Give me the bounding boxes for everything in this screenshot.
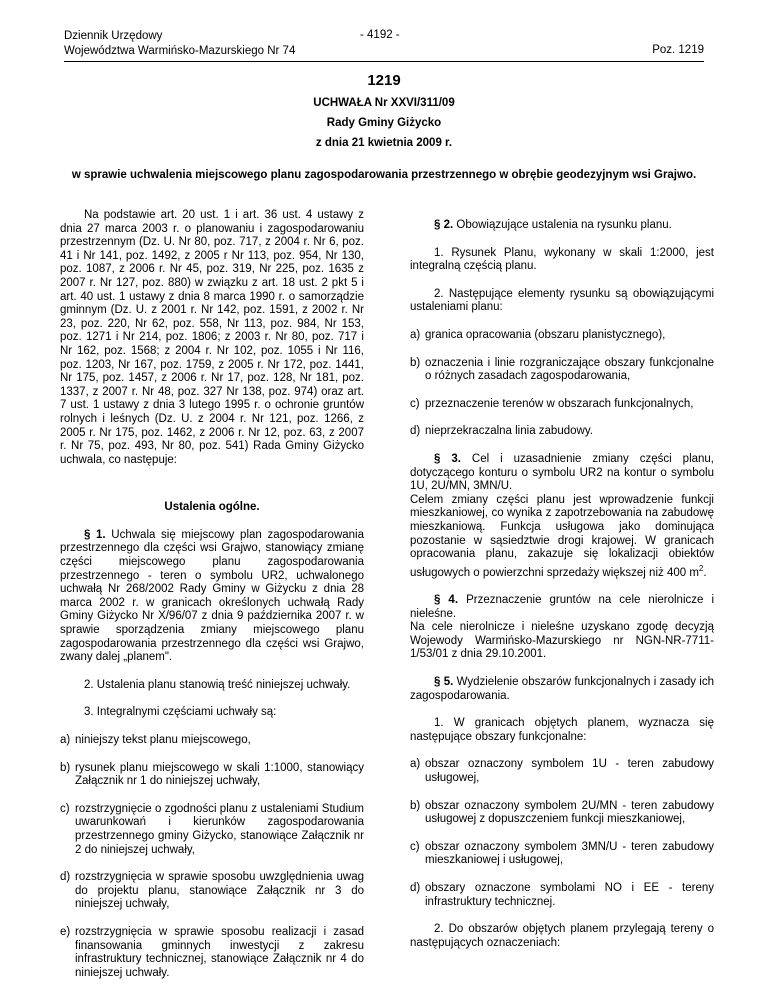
act-date: z dnia 21 kwietnia 2009 r. — [315, 137, 453, 149]
list-text: rozstrzygnięcie o zgodności planu z ustaleniami Studium uwarunkowań i kierunków zagospodarowania przestrzennego gminy Giżycko, stanowiące Załącznik nr 2 do niniejszej uchwały, — [75, 802, 364, 856]
act-body: Rady Gminy Giżycko — [326, 117, 442, 129]
list-text: rysunek planu miejscowego w skali 1:1000, stanowiący Załącznik nr 1 do niniejszej uchwały, — [75, 761, 364, 788]
list-text: obszar oznaczony symbolem 2U/MN - teren zabudowy usługowej z dopuszczeniem funkcji mieszkaniowej, — [425, 799, 714, 826]
header-divider — [64, 61, 704, 62]
list-item — [410, 758, 714, 785]
list-item — [410, 329, 714, 343]
list-letter: c) — [410, 397, 420, 410]
list-item — [60, 762, 364, 789]
journal-name: Dziennik Urzędowy — [64, 30, 163, 42]
list-letter: b) — [60, 761, 71, 774]
s4-text: Przeznaczenie gruntów na cele nierolnicze i nieleśne. — [410, 594, 714, 620]
journal-voivodeship: Województwa Warmińsko-Mazurskiego Nr 74 — [64, 45, 296, 57]
paragraph-s2-1: 1. Rysunek Planu, wykonany w skali 1:2000, jest integralną częścią planu. — [410, 246, 714, 273]
act-title: UCHWAŁA Nr XXVI/311/09 — [313, 97, 455, 109]
list-letter: a) — [60, 734, 71, 746]
list-item — [410, 425, 714, 439]
list-text: granica opracowania (obszaru planistycznego), — [425, 328, 666, 341]
list-letter: a) — [410, 758, 421, 771]
paragraph-s5-1: 1. W granicach objętych planem, wyznacza się następujące obszary funkcjonalne: — [410, 717, 714, 743]
section-heading: Ustalenia ogólne. — [164, 501, 260, 514]
s3-superscript: 2 — [698, 563, 704, 573]
list-item — [60, 734, 364, 748]
paragraph-s5-2: 2. Do obszarów objętych planem przylegają tereny o następujących oznaczeniach: — [410, 923, 714, 949]
s5-text: Wydzielenie obszarów funkcjonalnych i zasady ich zagospodarowania. — [410, 676, 714, 702]
list-text: przeznaczenie terenów w obszarach funkcjonalnych, — [425, 397, 694, 410]
s3-body: Celem zmiany części planu jest wprowadzenie funkcji mieszkaniowej, co wynika z zapotrzebowania na zabudowę mieszkaniową. Funkcja usługowa jako dominująca pozostanie w sąsiedztwie drogi krajowej. W granicach opracowania planu, zakazuje się lokalizacji obiektów usługowych o powierzchni sprzedaży większej niż 400 m — [410, 493, 714, 579]
paragraph-s3-body — [410, 494, 714, 580]
left-column — [60, 209, 364, 980]
list-item — [60, 926, 364, 980]
s2-text: Obowiązujące ustalenia na rysunku planu. — [453, 219, 672, 231]
s2-label: § 2. — [434, 219, 454, 231]
list-letter: a) — [410, 328, 421, 341]
s3-end: . — [703, 566, 707, 579]
paragraph-3: 3. Integralnymi częściami uchwały są: — [84, 706, 277, 719]
list-text: nieprzekraczalna linia zabudowy. — [425, 425, 593, 438]
list-letter: c) — [410, 840, 420, 853]
s1-label: § 1. — [84, 528, 106, 541]
list-letter: d) — [410, 882, 421, 895]
paragraph-s4 — [410, 594, 714, 621]
s3-label: § 3. — [434, 452, 461, 465]
list-letter: b) — [410, 799, 421, 812]
act-number: 1219 — [367, 72, 401, 89]
paragraph-s2-2: 2. Następujące elementy rysunku są obowiązującymi ustaleniami planu: — [410, 287, 714, 314]
list-item — [410, 882, 714, 909]
list-letter: e) — [60, 925, 71, 938]
paragraph-s3 — [410, 453, 714, 494]
list-item — [410, 398, 714, 412]
paragraph-2: 2. Ustalenia planu stanowią treść niniejszej uchwały. — [84, 678, 351, 691]
position-number: Poz. 1219 — [652, 44, 704, 56]
list-text: oznaczenia i linie rozgraniczające obszary funkcjonalne o różnych zasadach zagospodarowania, — [425, 356, 714, 383]
paragraph-s1 — [60, 529, 364, 665]
page-number: - 4192 - — [360, 29, 400, 41]
preamble: Na podstawie art. 20 ust. 1 i art. 36 ust. 4 ustawy z dnia 27 marca 2003 r. o planowaniu i zagospodarowaniu przestrzennym (Dz. U. Nr 80, poz. 717, z 2004 r. Nr 6, poz. 41 i Nr 141, poz. 1492, z 2005 r Nr 113, poz. 954, Nr 130, poz. 1087, z 2006 r. Nr 45, poz. 319, Nr 225, poz. 1635 z 2007 r. Nr 127, poz. 880) w związku z art. 18 ust. 2 pkt 5 i art. 40 ust. 1 ustawy z dnia 8 marca 1990 r. o samorządzie gminnym (Dz. U. z 2001 r. Nr 142, poz. 1591, z 2002 r. Nr 23, poz. 220, Nr 62, poz. 558, Nr 113, poz. 984, Nr 153, poz. 1271 i Nr 214, poz. 1806; z 2003 r. Nr 80, poz. 717 i Nr 162, poz. 1568; z 2004 r. Nr 102, poz. 1055 i Nr 116, poz. 1203, Nr 167, poz. 1759, z 2005 r. Nr 172, poz. 1441, Nr 175, poz. 1457, z 2006 r. Nr 17, poz. 128, Nr 181, poz. 1337, z 2007 r. Nr 48, poz. 327 Nr 138, poz. 974) oraz art. 7 ust. 1 ustawy z dnia 3 lutego 1995 r. o ochronie gruntów rolnych i leśnych (Dz. U. z 2004 r. Nr 121, poz. 1266, z 2005 r. Nr 175, poz. 1462, z 2006 r. Nr 12, poz. 63, z 2007 r. Nr 75, poz. 493, Nr 80, poz. 541) Rada Gminy Giżycko uchwala, co następuje: — [60, 209, 364, 466]
paragraph-s4-body: Na cele nierolnicze i nieleśne uzyskano zgodę decyzją Wojewody Warmińsko-Mazurskiego nr NGN-NR-7711-1/53/01 z dnia 29.10.2001. — [410, 621, 714, 661]
list-text: niniejszy tekst planu miejscowego, — [75, 734, 251, 746]
list-letter: d) — [60, 871, 71, 884]
s3-text: Cel i uzasadnienie zmiany części planu, dotyczącego konturu o symbolu UR2 na kontur o symbolu 1U, 2U/MN, 3MN/U. — [410, 452, 715, 493]
list-text: obszar oznaczony symbolem 1U - teren zabudowy usługowej, — [425, 758, 714, 785]
list-item — [60, 803, 364, 857]
s4-label: § 4. — [434, 594, 459, 607]
s1-text: Uchwala się miejscowy plan zagospodarowania przestrzennego dla części wsi Grajwo, stanowiący zmianę części miejscowego planu zagospodarowania przestrzennego - teren o symbolu UR2, uchwalonego uchwałą Nr 268/2002 Rady Gminy w Giżycku z dnia 28 marca 2002 r. w granicach określonych uchwałą Rady Gminy Giżycko Nr X/96/07 z dnia 9 października 2007 r. w sprawie sporządzenia zmiany miejscowego planu zagospodarowania przestrzennego dla części wsi Grajwo, zwany dalej „planem". — [60, 528, 364, 664]
paragraph-s2 — [410, 219, 714, 233]
s5-label: § 5. — [434, 676, 454, 689]
list-text: rozstrzygnięcia w sprawie sposobu realizacji i zasad finansowania gminnych inwestycji z zakresu infrastruktury technicznej, stanowiące Załącznik nr 4 do niniejszej uchwały. — [75, 925, 364, 979]
paragraph-s5 — [410, 676, 714, 703]
list-item — [60, 871, 364, 912]
list-text: rozstrzygnięcia w sprawie sposobu uwzględnienia uwag do projektu planu, stanowiące Załącznik nr 3 do niniejszej uchwały, — [75, 871, 364, 911]
list-item — [410, 357, 714, 384]
right-column — [410, 219, 714, 950]
list-text: obszar oznaczony symbolem 3MN/U - teren zabudowy mieszkaniowej i usługowej, — [425, 840, 714, 867]
list-letter: b) — [410, 356, 421, 369]
list-letter: c) — [60, 802, 70, 815]
act-subject: w sprawie uchwalenia miejscowego planu zagospodarowania przestrzennego w obrębie geodezyjnym wsi Grajwo. — [71, 169, 697, 181]
list-text: obszary oznaczone symbolami NO i EE - tereny infrastruktury technicznej. — [425, 882, 714, 908]
journal-header — [64, 29, 295, 59]
title-block — [64, 70, 704, 149]
list-letter: d) — [410, 425, 421, 438]
list-item — [410, 800, 714, 827]
list-item — [410, 841, 714, 868]
